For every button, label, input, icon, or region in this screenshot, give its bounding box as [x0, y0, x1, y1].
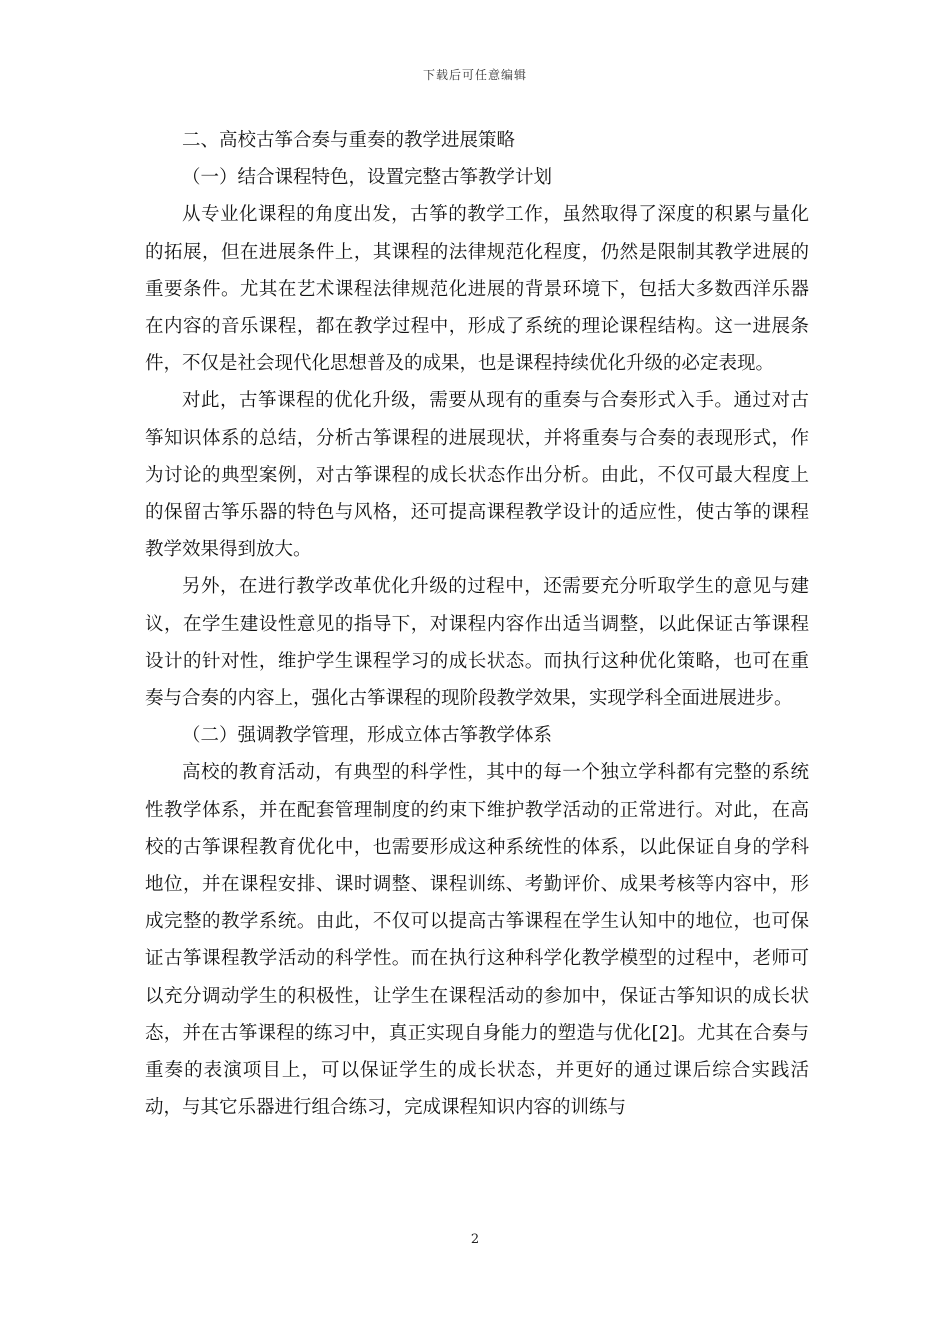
paragraph: 另外，在进行教学改革优化升级的过程中，还需要充分听取学生的意见与建议，在学生建设性意见的指导下，对课程内容作出适当调整，以此保证古筝课程设计的针对性，维护学生课程学习的成长状态。而执行这种优化策略，也可在重奏与合奏的内容上，强化古筝课程的现阶段教学效果，实现学科全面进展进步。: [145, 576, 809, 710]
subsection-heading-1: （一）结合课程特色，设置完整古筝教学计划: [182, 167, 553, 189]
paragraph: 高校的教育活动，有典型的科学性，其中的每一个独立学科都有完整的系统性教学体系，并在配套管理制度的约束下维护教学活动的正常进行。对此，在高校的古筝课程教育优化中，也需要形成这种系统性的体系，以此保证自身的学科地位，并在课程安排、课时调整、课程训练、考勤评价、成果考核等内容中，形成完整的教学系统。由此，不仅可以提高古筝课程在学生认知中的地位，也可保证古筝课程教学活动的科学性。而在执行这种科学化教学模型的过程中，老师可以充分调动学生的积极性，让学生在课程活动的参加中，保证古筝知识的成长状态，并在古筝课程的练习中，真正实现自身能力的塑造与优化[2]。尤其在合奏与重奏的表演项目上，可以保证学生的成长状态，并更好的通过课后综合实践活动，与其它乐器进行组合练习，完成课程知识内容的训练与: [145, 762, 809, 1119]
section-heading: 二、高校古筝合奏与重奏的教学进展策略: [182, 130, 516, 151]
paragraph: 从专业化课程的角度出发，古筝的教学工作，虽然取得了深度的积累与量化的拓展，但在进展条件上，其课程的法律规范化程度，仍然是限制其教学进展的重要条件。尤其在艺术课程法律规范化进展的背景环境下，包括大多数西洋乐器在内容的音乐课程，都在教学过程中，形成了系统的理论课程结构。这一进展条件，不仅是社会现代化思想普及的成果，也是课程持续优化升级的必定表现。: [145, 204, 809, 375]
page-number: 2: [470, 1232, 480, 1247]
body-content: [145, 122, 809, 1126]
subsection-heading-2: （二）强调教学管理，形成立体古筝教学体系: [182, 725, 553, 747]
page-header: 下载后可任意编辑: [422, 68, 527, 82]
paragraph: 对此，古筝课程的优化升级，需要从现有的重奏与合奏形式入手。通过对古筝知识体系的总结，分析古筝课程的进展现状，并将重奏与合奏的表现形式，作为讨论的典型案例，对古筝课程的成长状态作出分析。由此，不仅可最大程度上的保留古筝乐器的特色与风格，还可提高课程教学设计的适应性，使古筝的课程教学效果得到放大。: [145, 390, 809, 561]
